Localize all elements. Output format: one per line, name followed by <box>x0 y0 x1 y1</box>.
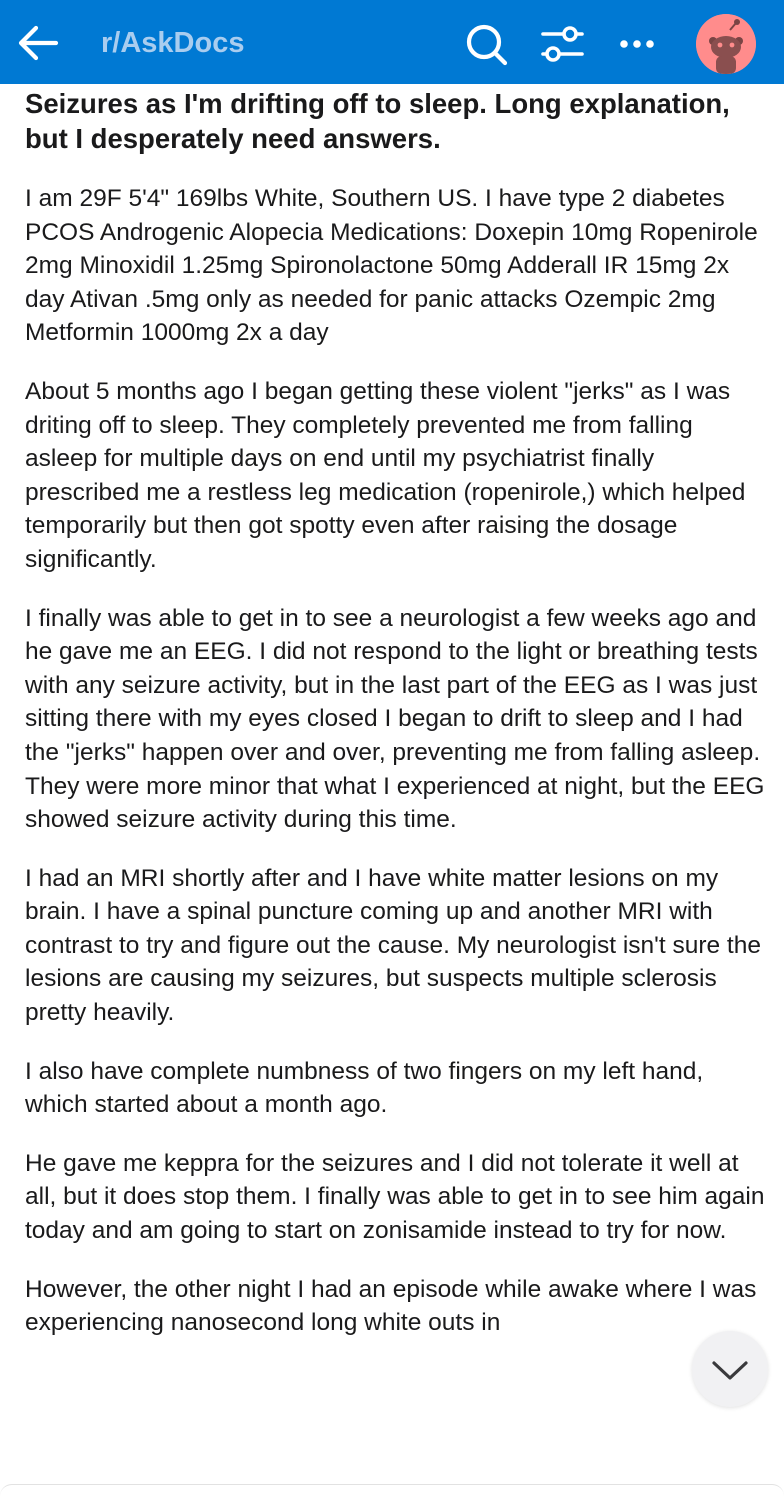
bottom-sheet-edge <box>0 1484 784 1505</box>
post-paragraph-5: I also have complete numbness of two fingers on my left hand, which started about a month ago. <box>25 1057 704 1119</box>
back-arrow-icon <box>14 18 64 68</box>
post-paragraph-1: I am 29F 5'4" 169lbs White, Southern US. I have type 2 diabetes PCOS Androgenic Alopecia Medications: Doxepin 10mg Ropenirole 2mg Minoxidil 1.25mg Spironolactone 50mg Adderall IR 15mg 2x day Ativan .5mg only as needed for panic attacks Ozempic 2mg Metformin 1000mg 2x a day <box>25 185 758 347</box>
search-icon <box>461 18 513 70</box>
post-content <box>25 86 765 1365</box>
post-paragraph-7: However, the other night I had an episode while awake where I was experiencing nanosecond long white outs in <box>25 1275 757 1337</box>
post-title: Seizures as I'm drifting off to sleep. Long explanation, but I desperately need answers. <box>25 88 730 154</box>
top-app-bar <box>0 0 784 84</box>
post-paragraph-6: He gave me keppra for the seizures and I did not tolerate it well at all, but it does stop them. I finally was able to get in to see him again today and am going to start on zonisamide instead to try for now. <box>25 1149 765 1245</box>
filter-icon <box>536 18 588 70</box>
post-paragraph-3: I finally was able to get in to see a neurologist a few weeks ago and he gave me an EEG. I did not respond to the light or breathing tests with any seizure activity, but in the last part of the EEG as I was just sitting there with my eyes closed I began to drift to sleep and I had the "jerks" happen over and over, preventing me from falling asleep. They were more minor that what I experienced at night, but the EEG showed seizure activity during this time. <box>25 604 765 834</box>
chevron-down-icon <box>692 1331 768 1407</box>
more-options-icon <box>611 18 663 70</box>
back-button[interactable] <box>14 18 64 68</box>
post-paragraph-4: I had an MRI shortly after and I have white matter lesions on my brain. I have a spinal puncture coming up and another MRI with contrast to try and figure out the cause. My neurologist isn't sure the lesions are causing my seizures, but suspects multiple sclerosis pretty heavily. <box>25 864 761 1027</box>
more-options-button[interactable] <box>611 18 663 70</box>
filter-button[interactable] <box>536 18 588 70</box>
search-button[interactable] <box>461 18 513 70</box>
scroll-down-button[interactable] <box>692 1331 768 1407</box>
subreddit-name[interactable]: r/AskDocs <box>101 27 245 59</box>
post-paragraph-2: About 5 months ago I began getting these violent "jerks" as I was driting off to sleep. They completely prevented me from falling asleep for multiple days on end until my psychiatrist finally prescribed me a restless leg medication (ropenirole,) which helped temporarily but then got spotty even after raising the dosage significantly. <box>25 377 746 573</box>
avatar[interactable] <box>696 14 756 74</box>
snoo-avatar-icon <box>696 14 756 74</box>
